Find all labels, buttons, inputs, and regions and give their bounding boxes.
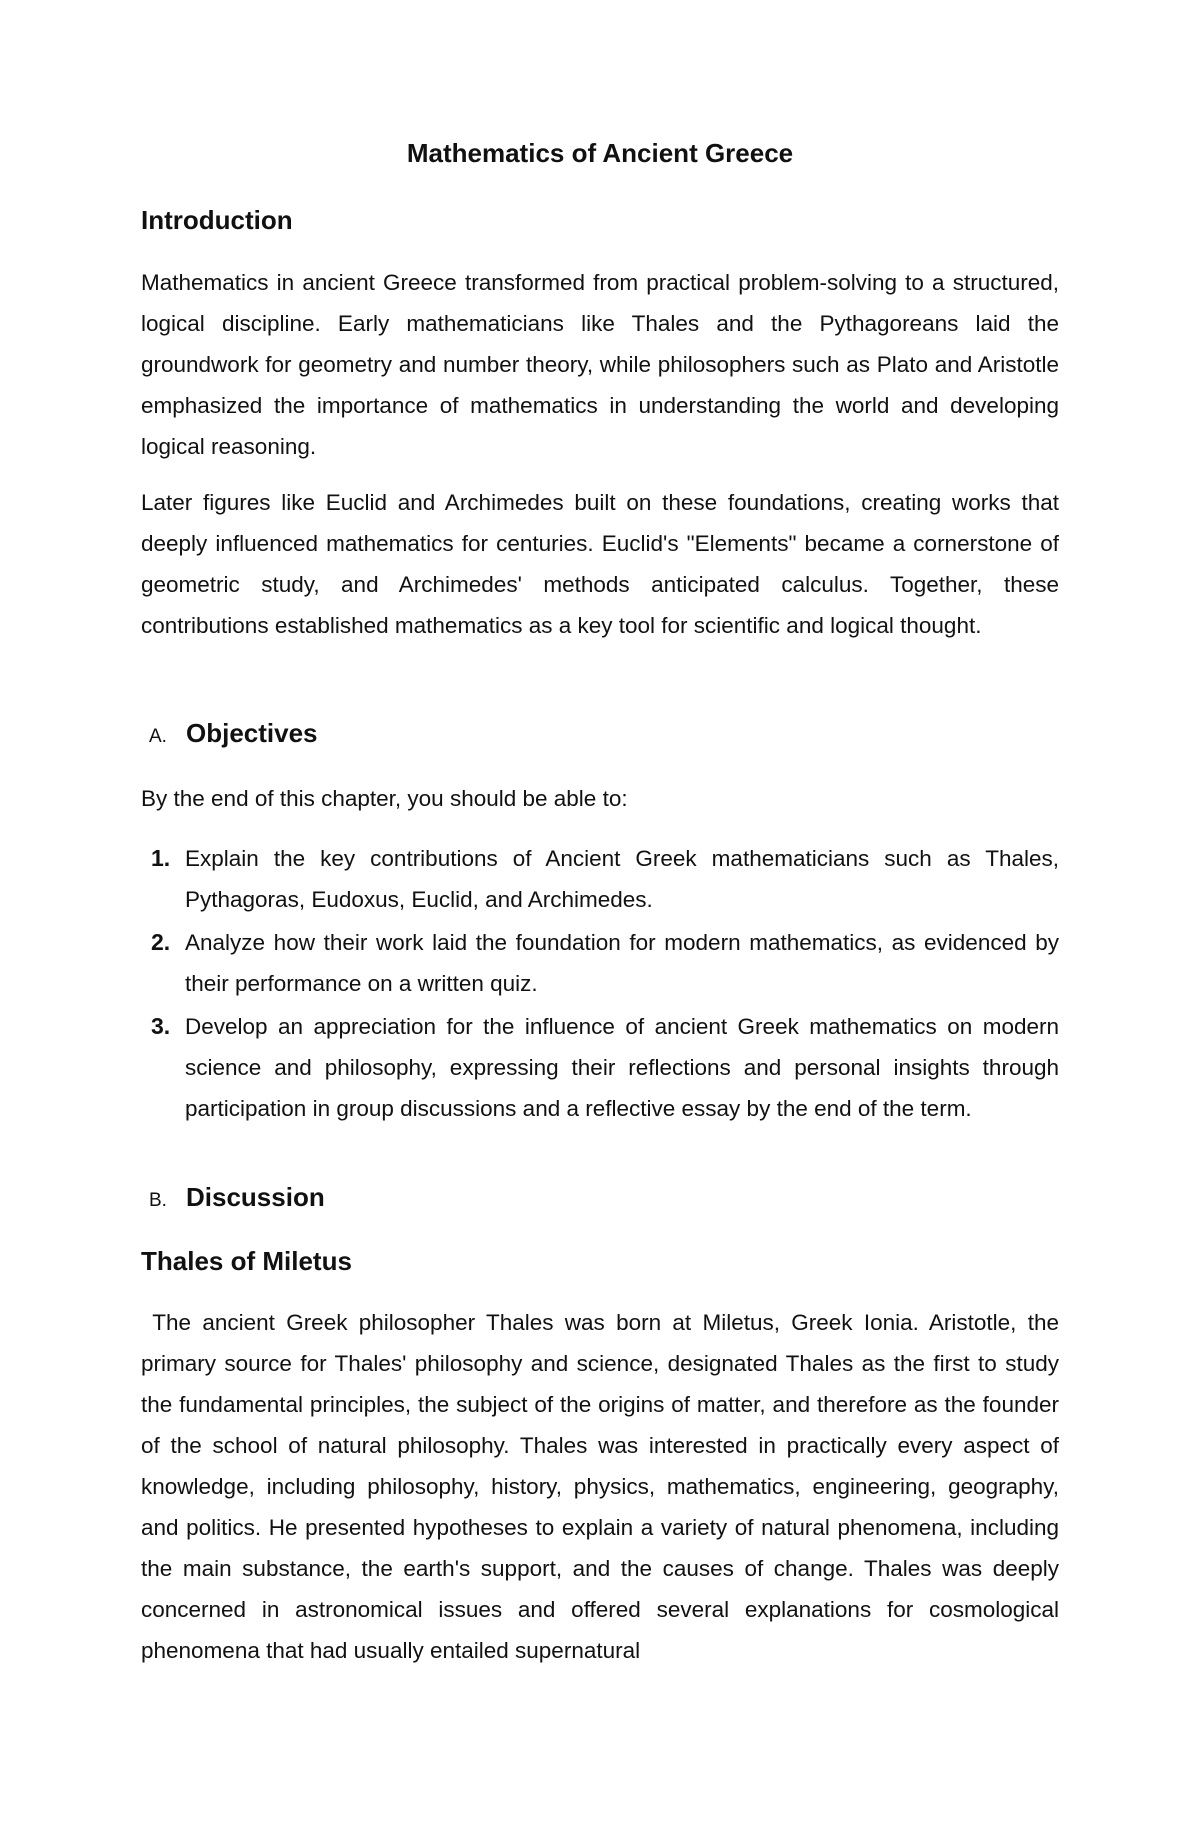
- objectives-lead: By the end of this chapter, you should be able to:: [141, 786, 628, 811]
- objectives-heading: Objectives: [186, 718, 318, 748]
- objective-number: 3.: [151, 1013, 171, 1039]
- discussion-section-heading: [149, 1182, 325, 1213]
- objectives-section-letter: A.: [149, 726, 167, 747]
- thales-paragraph: The ancient Greek philosopher Thales was born at Miletus, Greek Ionia. Aristotle, the primary source for Thales' philosophy and science, designated Thales as the first to study the fundamental principles, the subject of the origins of matter, and therefore as the founder of the school of natural philosophy. Thales was interested in practically every aspect of knowledge, including philosophy, history, physics, mathematics, engineering, geography, and politics. He presented hypotheses to explain a variety of natural phenomena, including the main substance, the earth's support, and the causes of change. Thales was deeply concerned in astronomical issues and offered several explanations for cosmological phenomena that had usually entailed supernatural: [141, 1310, 1066, 1663]
- objective-text: Explain the key contributions of Ancient Greek mathematicians such as Thales, Pythagoras, Eudoxus, Euclid, and Archimedes.: [185, 846, 1059, 912]
- discussion-heading: Discussion: [186, 1182, 325, 1212]
- objective-text: Develop an appreciation for the influence of ancient Greek mathematics on modern science and philosophy, expressing their reflections and personal insights through participation in group discussions and a reflective essay by the end of the term.: [185, 1014, 1059, 1121]
- objective-item-3: [141, 1006, 1059, 1129]
- introduction-paragraph-1: Mathematics in ancient Greece transformed from practical problem-solving to a structured, logical discipline. Early mathematicians like Thales and the Pythagoreans laid the groundwork for geometry and number theory, while philosophers such as Plato and Aristotle emphasized the importance of mathematics in understanding the world and developing logical reasoning.: [141, 270, 1059, 459]
- discussion-section-letter: B.: [149, 1190, 167, 1211]
- introduction-heading: Introduction: [141, 205, 293, 235]
- objective-number: 2.: [151, 929, 171, 955]
- objective-text: Analyze how their work laid the foundation for modern mathematics, as evidenced by their performance on a written quiz.: [185, 930, 1059, 996]
- thales-heading: Thales of Miletus: [141, 1246, 352, 1276]
- objective-item-2: [141, 922, 1059, 1004]
- objective-number: 1.: [151, 845, 171, 871]
- objective-item-1: [141, 838, 1059, 920]
- objectives-list: [141, 838, 1059, 1131]
- introduction-paragraph-2: Later figures like Euclid and Archimedes built on these foundations, creating works that deeply influenced mathematics for centuries. Euclid's "Elements" became a cornerstone of geometric study, and Archimedes' methods anticipated calculus. Together, these contributions established mathematics as a key tool for scientific and logical thought.: [141, 490, 1059, 638]
- document-title: Mathematics of Ancient Greece: [406, 138, 794, 168]
- objectives-section-heading: [149, 718, 318, 749]
